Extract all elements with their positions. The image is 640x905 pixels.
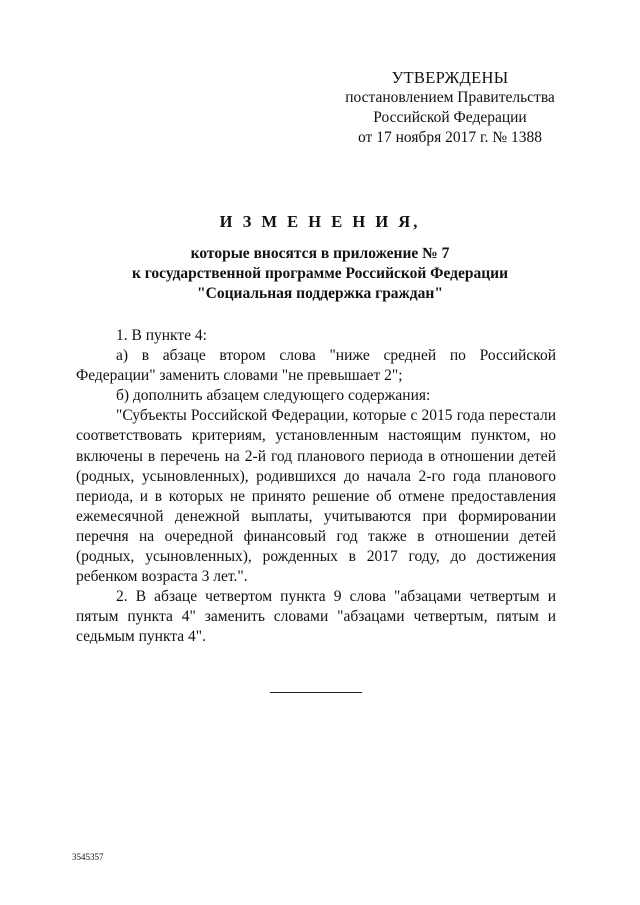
document-title: И З М Е Н Е Н И Я,: [219, 212, 421, 231]
title-line: "Социальная поддержка граждан": [197, 285, 443, 302]
document-title-block: [60, 212, 580, 304]
paragraph: а) в абзаце втором слова "ниже средней по Российской Федерации" заменить словами "не превышает 2";: [76, 347, 556, 385]
approval-line: Российской Федерации: [373, 109, 527, 126]
paragraph: 2. В абзаце четвертом пункта 9 слова "абзацами четвертым и пятым пункта 4" заменить словами "абзацами четвертым, пятым и седьмым пункта 4".: [76, 588, 556, 646]
approval-date: от 17 ноября 2017 г. № 1388: [358, 129, 542, 146]
title-line: к государственной программе Российской Федерации: [131, 265, 509, 282]
title-line: которые вносятся в приложение № 7: [190, 245, 450, 262]
document-body: [76, 326, 556, 648]
paragraph: "Субъекты Российской Федерации, которые с 2015 года перестали соответствовать критериям, установленным настоящим пунктом, но включены в перечень на 2-й год планового периода в отношении детей (родных, усыновленных), родившихся до начала 2-го года планового периода, и в которых не принято решение об отмене предоставления ежемесячной денежной выплаты, учитываются при формировании перечня на очередной финансовый год также в отношении детей (родных, усыновленных), рожденных в 2017 году, до достижения ребенком возраста 3 лет.".: [76, 407, 556, 586]
paragraph: б) дополнить абзацем следующего содержания:: [116, 387, 431, 405]
paragraph: 1. В пункте 4:: [116, 327, 207, 344]
document-code: 3545357: [72, 852, 104, 862]
approval-title: УТВЕРЖДЕНЫ: [391, 68, 509, 87]
approval-block: [330, 68, 570, 148]
approval-line: постановлением Правительства: [345, 89, 555, 106]
end-divider: [270, 692, 362, 693]
